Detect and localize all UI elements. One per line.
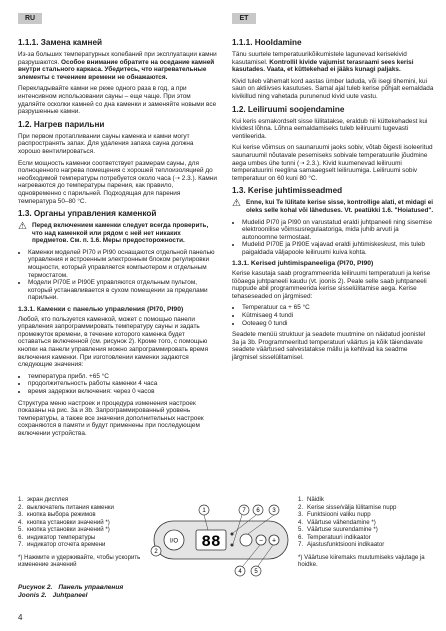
legend-item xyxy=(298,496,438,504)
legend-text: Väärtuse vähendamine *) xyxy=(307,518,376,526)
figure-caption xyxy=(18,584,123,600)
legend-text: Kerise sisse/välja lülitamise nupp xyxy=(307,503,397,511)
legend-item xyxy=(298,519,438,527)
figure-legend-et xyxy=(298,496,438,569)
legend-text: Temperatuuri indikaator xyxy=(307,533,371,541)
legend-number: 7. xyxy=(18,541,24,548)
legend-number: 3. xyxy=(18,511,24,518)
legend-item xyxy=(18,541,148,549)
mode-button[interactable] xyxy=(240,534,252,546)
section-title: 1.3. Kerise juhtimisseadmed xyxy=(232,186,343,196)
legend-number: 2. xyxy=(298,503,304,511)
list-item: • продолжительность работы каменки 4 часа xyxy=(28,380,217,388)
legend-text: Funktsiooni valiku nupp xyxy=(307,511,371,518)
paragraph: Kui kerise võimsus on saunaruumi jaoks sobiv, võtab õigesti isoleeritud saunaruumil nõutavale pesemiseks sobivale temperatuurile jõudmine aega umbes ühe tunni (➝ 2.3.). Kivid kuumenevad leiliruumi temperatuurini reeglina samaaegselt leiliruumiga. Leiliruumi sobiv temperatuur on 60 kuni 80 °C. xyxy=(232,144,433,182)
bullet-list xyxy=(18,373,217,396)
callout-label: 1 xyxy=(202,508,206,514)
callout-label: 3 xyxy=(272,508,276,514)
legend-text: кнопка установки значений *) xyxy=(27,518,110,526)
legend-item xyxy=(298,541,438,549)
legend-text: Väärtuse suurendamine *) xyxy=(307,526,378,533)
warning-icon: ⚠ xyxy=(18,221,27,233)
column-et xyxy=(232,38,434,366)
warning-text: Перед включением каменки следует всегда проверить, что над каменкой или рядом с ней нет никаких предметов. См. п. 1.6. Меры предосторожности. xyxy=(32,222,209,245)
warning-block xyxy=(18,222,217,249)
legend-note: *) Нажмите и удерживайте, чтобы ускорить изменение значений xyxy=(18,553,141,568)
legend-number: 1. xyxy=(18,496,24,503)
caption-text: Панель управления xyxy=(58,584,124,591)
list-item: • Kütmisaeg 4 tundi xyxy=(242,312,434,320)
section-title: 1.1.1. Hooldamine xyxy=(232,38,302,47)
legend-text: Ajastusfunktsiooni indikaator xyxy=(307,541,385,548)
legend-item xyxy=(298,534,438,542)
paragraph: Kivid tuleb vähemalt kord aastas ümber laduda, või isegi tihemini, kui saun on aktiivses kasutuses. Samal ajal tuleb kerise põhjalt eemaldada kivikillud ning vahetada purunenud kivid uute vastu. xyxy=(232,77,434,100)
column-ru xyxy=(18,38,217,442)
paragraph-text: Из-за больших температурных колебаний при эксплуатации камни разрушаются. xyxy=(18,51,217,66)
legend-number: 4. xyxy=(18,518,24,526)
legend-text: кнопка выбора режимов xyxy=(27,511,96,518)
list-item: • температура прибл. +65 °C xyxy=(28,373,217,381)
section-title: 1.3. Органы управления каменкой xyxy=(18,209,157,219)
section-title: 1.1.1. Замена камней xyxy=(18,38,103,47)
legend-number: 1. xyxy=(298,496,304,503)
paragraph-text: Tänu suurtele temperatuurikõikumistele lagunevad kerisekivid kasutamisel. xyxy=(232,51,407,66)
language-badge-et: ET xyxy=(232,13,256,24)
list-item: • Mudelid PI70 ja PI90 on varustatud eraldi juhtpaneeli ning sisemise elektroonilise võimsusregulaatoriga, mida juhib arvuti ja autonoomne termostaat. xyxy=(242,219,434,242)
plus-icon: + xyxy=(271,537,277,545)
legend-text: Näidik xyxy=(307,496,324,503)
paragraph xyxy=(18,51,217,81)
paragraph: Любой, кто пользуется каменкой, может с помощью панели управления запрограммировать температуру сауны и задать промежуток времени, в течение которого каменка будет оставаться включенной (см. рисунок 2). Кроме того, с помощью кнопки на панели управления можно запрограммировать время включения каменки. При изготовлении каменки задаются следующие значения: xyxy=(18,315,209,369)
list-item: • Модели PI70E и PI90E управляются отдельным пультом, который устанавливается в сухом помещении за пределами парильни. xyxy=(28,279,217,302)
section-title: 1.2. Нагрев парильни xyxy=(18,119,105,129)
legend-number: 6. xyxy=(18,533,24,541)
list-item: • Temperatuur ca + 65 °C xyxy=(242,304,434,312)
legend-text: индикатор температуры xyxy=(27,533,96,541)
caption-et xyxy=(18,592,123,600)
minus-icon: − xyxy=(258,537,264,545)
callout-label: 2 xyxy=(154,549,158,555)
bullet-list xyxy=(232,304,434,327)
paragraph-bold: Kontrollil kivide vajumist terasraami sees kerisi kasutades. Vaata, et küttekehad ei jääks kunagi paljaks. xyxy=(232,58,414,74)
legend-item xyxy=(298,526,438,534)
caption-ru xyxy=(18,584,123,592)
caption-label: Рисунок 2. xyxy=(18,584,53,591)
callout-label: 5 xyxy=(254,569,258,575)
paragraph: Структура меню настроек и процедура изменения настроек показаны на рис. 3а и 3b. Запрограммированный уровень температуры, а также все значения дополнительных настроек сохраняются в памяти и будут применены при последующем включении устройства. xyxy=(18,399,204,437)
legend-number: 6. xyxy=(298,533,304,541)
bullet-list xyxy=(18,249,217,302)
display-value: 88 xyxy=(201,533,221,551)
legend-text: экран дисплея xyxy=(27,496,69,503)
paragraph: Перекладывайте камни не реже одного раза в год, а при интенсивном использовании сауны – еще чаще. При этом удаляйте осколки камней со дна каменки и заменяйте новыми все разрушенные камни. xyxy=(18,85,217,116)
legend-item xyxy=(298,511,438,519)
callout-label: 6 xyxy=(256,508,260,514)
paragraph-bold: Особое внимание обратите на оседание камней внутри стального каркаса. Убедитесь, что нагревательные элементы с течением времени не обнажаются. xyxy=(18,58,215,81)
paragraph: Seadete menüü struktuur ja seadete muutmine on näidatud joonistel 3a ja 3b. Programmeeritud temperatuuri väärtus ja kõik täiendavate seadete väärtused salvestatakse mällu ja kehtivad ka seadme järgmisel sisselülitamisel. xyxy=(232,331,426,361)
figure-legend-ru xyxy=(18,496,148,569)
legend-text: индикатор отсчета времени xyxy=(27,541,106,548)
language-badge-ru: RU xyxy=(18,13,42,24)
control-panel-illustration xyxy=(148,503,294,579)
callout-label: 4 xyxy=(238,569,242,575)
legend-item xyxy=(18,496,148,504)
list-item: • Каменки моделей PI70 и PI90 оснащаются отдельной панелью управления и встроенным электронным блоком регулировки мощности, который управляется компьютером и отдельным термостатом. xyxy=(28,249,217,279)
warning-icon: ⚠ xyxy=(232,198,241,210)
paragraph xyxy=(232,51,434,74)
list-item: • Mudelid PI70E ja PI90E vajavad eraldi juhtimiskeskust, mis tuleb paigaldada väljapoole leiliruumi kuiva kohta. xyxy=(242,241,434,256)
paragraph: Kerise kasutaja saab programmeerida leiliruumi temperatuuri ja kerise tööaega juhtpaneeli kaudu (vt. joonis 2). Peale selle saab juhtpaneeli nuppude abil programmeerida kerise sisselülitamise aega. Kerise tehaseseaded on järgmised: xyxy=(232,270,431,300)
legend-item xyxy=(18,526,148,534)
power-icon: I/O xyxy=(169,538,179,545)
legend-number: 7. xyxy=(298,541,304,548)
page-number: 4 xyxy=(18,613,23,622)
legend-number: 5. xyxy=(18,526,24,533)
subsection-title: 1.3.1. Каменки с панелью управления (PI70, PI90) xyxy=(18,306,184,314)
legend-number: 5. xyxy=(298,526,304,533)
legend-item xyxy=(18,519,148,527)
legend-text: кнопка установки значений *) xyxy=(27,526,110,533)
legend-item xyxy=(18,534,148,542)
legend-number: 2. xyxy=(18,503,24,511)
legend-text: выключатель питания каменки xyxy=(27,503,114,511)
list-item: • Ooteaeg 0 tundi xyxy=(242,320,434,328)
paragraph: Kui keris esmakordselt sisse lülitatakse, eraldub nii küttekehadest kui kividest lõhna. Lõhna eemaldamiseks tuleb leiliruumi tugevasti ventileerida. xyxy=(232,117,428,140)
legend-number: 4. xyxy=(298,518,304,526)
legend-item xyxy=(18,504,148,512)
legend-number: 3. xyxy=(298,511,304,518)
paragraph: Если мощность каменки соответствует размерам сауны, для полноценного нагрева помещения с хорошей теплоизоляцией до необходимой температуры потребуется около часа (➝ 2.3.). Камни нагреваются до температуры парения, как правило, одновременно с парильней. Подходящая для парения температура 50–80 °C. xyxy=(18,159,217,205)
legend-item xyxy=(18,511,148,519)
legend-item xyxy=(298,504,438,512)
subsection-title: 1.3.1. Kerised juhtimispaneeliga (PI70, PI90) xyxy=(232,260,374,268)
callout-label: 7 xyxy=(242,508,246,514)
section-title: 1.2. Leiliruumi soojendamine xyxy=(232,104,345,114)
caption-text: Juhtpaneel xyxy=(52,592,88,599)
warning-block xyxy=(232,199,434,218)
list-item: • время задержки включения: через 0 часов xyxy=(28,388,217,396)
caption-label: Joonis 2. xyxy=(18,592,47,599)
legend-note: *) Väärtuse kiiremaks muutumiseks vajutage ja hoidke. xyxy=(298,553,425,568)
warning-text: Enne, kui Te lülitate kerise sisse, kontrollige alati, et midagi ei oleks selle kohal või läheduses. Vt. peatükki 1.6. "Hoiatused". xyxy=(246,199,434,214)
paragraph: При первом протапливании сауны каменка и камни могут распространять запах. Для удаления запаха сауна должна хорошо вентилироваться. xyxy=(18,132,194,155)
bullet-list xyxy=(232,219,434,257)
